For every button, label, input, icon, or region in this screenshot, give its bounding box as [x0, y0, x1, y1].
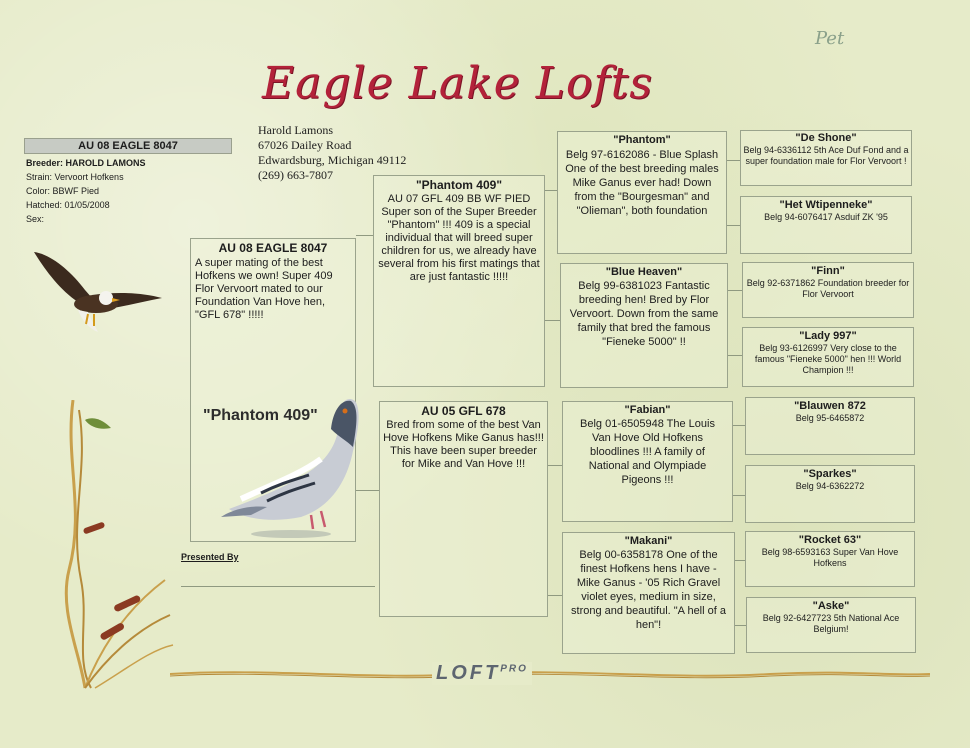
footer-rope: [170, 664, 930, 684]
parent-card-dam: [379, 401, 548, 617]
pigeon-icon: [221, 389, 361, 541]
grandparent-card: [557, 131, 727, 254]
subject-title: AU 08 EAGLE 8047: [218, 241, 328, 255]
subject-caption: "Phantom 409": [203, 407, 318, 424]
owner-address: [258, 123, 406, 183]
signature-line: [181, 586, 375, 587]
great-grandparent-card: [742, 327, 914, 387]
grandparent-text: Belg 97-6162086 - Blue Splash One of the best breeding males Mike Ganus ever had! Down from the "Bourgesman" and "Olieman", both foundation: [565, 149, 719, 217]
great-grandparent-title: "Het Wtipenneke": [779, 199, 873, 211]
grandparent-card: [560, 263, 728, 388]
parent-card-sire: [373, 175, 545, 387]
hatched-row: Hatched: 01/05/2008: [26, 200, 110, 210]
great-grandparent-title: "Sparkes": [803, 468, 857, 480]
great-grandparent-text: Belg 94-6076417 Asduif ZK '95: [764, 212, 888, 222]
presented-by: Presented By: [181, 552, 239, 562]
great-grandparent-card: [745, 465, 915, 523]
eagle-icon: [30, 240, 165, 340]
loftpro-sup: PRO: [500, 663, 528, 675]
great-grandparent-card: [746, 597, 916, 653]
great-grandparent-title: "Finn": [811, 265, 845, 277]
breeder-row: Breeder: HAROLD LAMONS: [26, 158, 146, 168]
great-grandparent-text: Belg 92-6427723 5th National Ace Belgium!: [762, 613, 900, 634]
great-grandparent-title: "De Shone": [795, 132, 857, 144]
owner-street: 67026 Dailey Road: [258, 138, 352, 152]
great-grandparent-text: Belg 95-6465872: [795, 413, 865, 423]
grandparent-text: Belg 01-6505948 The Louis Van Hove Old Hofkens bloodlines !!! A family of National and Olympiade Pigeons !!!: [580, 418, 715, 486]
parent-text: Bred from some of the best Van Hove Hofkens Mike Ganus has!!! This have been super breeder for Mike and Van Hove !!!: [383, 419, 544, 470]
grandparent-text: Belg 00-6358178 One of the finest Hofkens hens I have - Mike Ganus - '05 Rich Gravel violet eyes, medium in size, strong and beautiful. "A hell of a hen"!: [571, 549, 726, 631]
sex-row: Sex:: [26, 214, 45, 224]
great-grandparent-card: [742, 262, 914, 318]
great-grandparent-title: "Aske": [812, 600, 850, 612]
bird-info: [26, 156, 226, 226]
corner-note: Pet: [815, 28, 845, 49]
subject-card: [190, 238, 356, 542]
cattail-icon: [55, 400, 175, 690]
parent-title: "Phantom 409": [415, 178, 503, 192]
bird-band: AU 08 EAGLE 8047: [78, 140, 178, 152]
grandparent-title: "Makani": [624, 535, 673, 547]
great-grandparent-card: [740, 196, 912, 254]
great-grandparent-text: Belg 94-6362272: [795, 481, 865, 491]
strain-row: Strain: Vervoort Hofkens: [26, 172, 124, 182]
color-row: Color: BBWF Pied: [26, 186, 100, 196]
great-grandparent-title: "Blauwen 872: [794, 400, 866, 412]
great-grandparent-title: "Lady 997": [799, 330, 857, 342]
grandparent-title: "Phantom": [613, 134, 671, 146]
great-grandparent-text: Belg 93-6126997 Very close to the famous "Fieneke 5000" hen !!! World Champion !!!: [754, 343, 902, 375]
parent-text: AU 07 GFL 409 BB WF PIED Super son of the Super Breeder "Phantom" !!! 409 is a special individual that will breed super children for us, we already have several from his first matings that are just fantastic !!!!!: [378, 193, 540, 283]
bird-band-bar: [24, 138, 232, 154]
grandparent-card: [562, 401, 733, 522]
great-grandparent-text: Belg 92-6371862 Foundation breeder for Flor Vervoort: [746, 278, 910, 299]
grandparent-title: "Blue Heaven": [605, 266, 683, 278]
great-grandparent-title: "Rocket 63": [798, 534, 862, 546]
owner-city: Edwardsburg, Michigan 49112: [258, 153, 407, 167]
parent-title: AU 05 GFL 678: [421, 404, 506, 418]
loftpro-logo: [432, 662, 532, 685]
great-grandparent-card: [745, 531, 915, 587]
owner-name: Harold Lamons: [258, 123, 333, 137]
owner-phone: (269) 663-7807: [258, 168, 333, 182]
great-grandparent-text: Belg 94-6336112 5th Ace Duf Fond and a super foundation male for Flor Vervoort !: [743, 145, 909, 166]
page-title: Eagle Lake Lofts: [262, 58, 654, 109]
great-grandparent-card: [745, 397, 915, 455]
great-grandparent-card: [740, 130, 912, 186]
grandparent-title: "Fabian": [624, 404, 671, 416]
subject-text: A super mating of the best Hofkens we own! Super 409 Flor Vervoort mated to our Foundation Van Hove hen, "GFL 678" !!!!!: [195, 257, 333, 321]
grandparent-text: Belg 99-6381023 Fantastic breeding hen! Bred by Flor Vervoort. Down from the same family that bred the famous "Fieneke 5000" !!: [569, 280, 719, 348]
great-grandparent-text: Belg 98-6593163 Super Van Hove Hofkens: [761, 547, 899, 568]
loftpro-brand: LOFT: [436, 662, 501, 684]
grandparent-card: [562, 532, 735, 654]
